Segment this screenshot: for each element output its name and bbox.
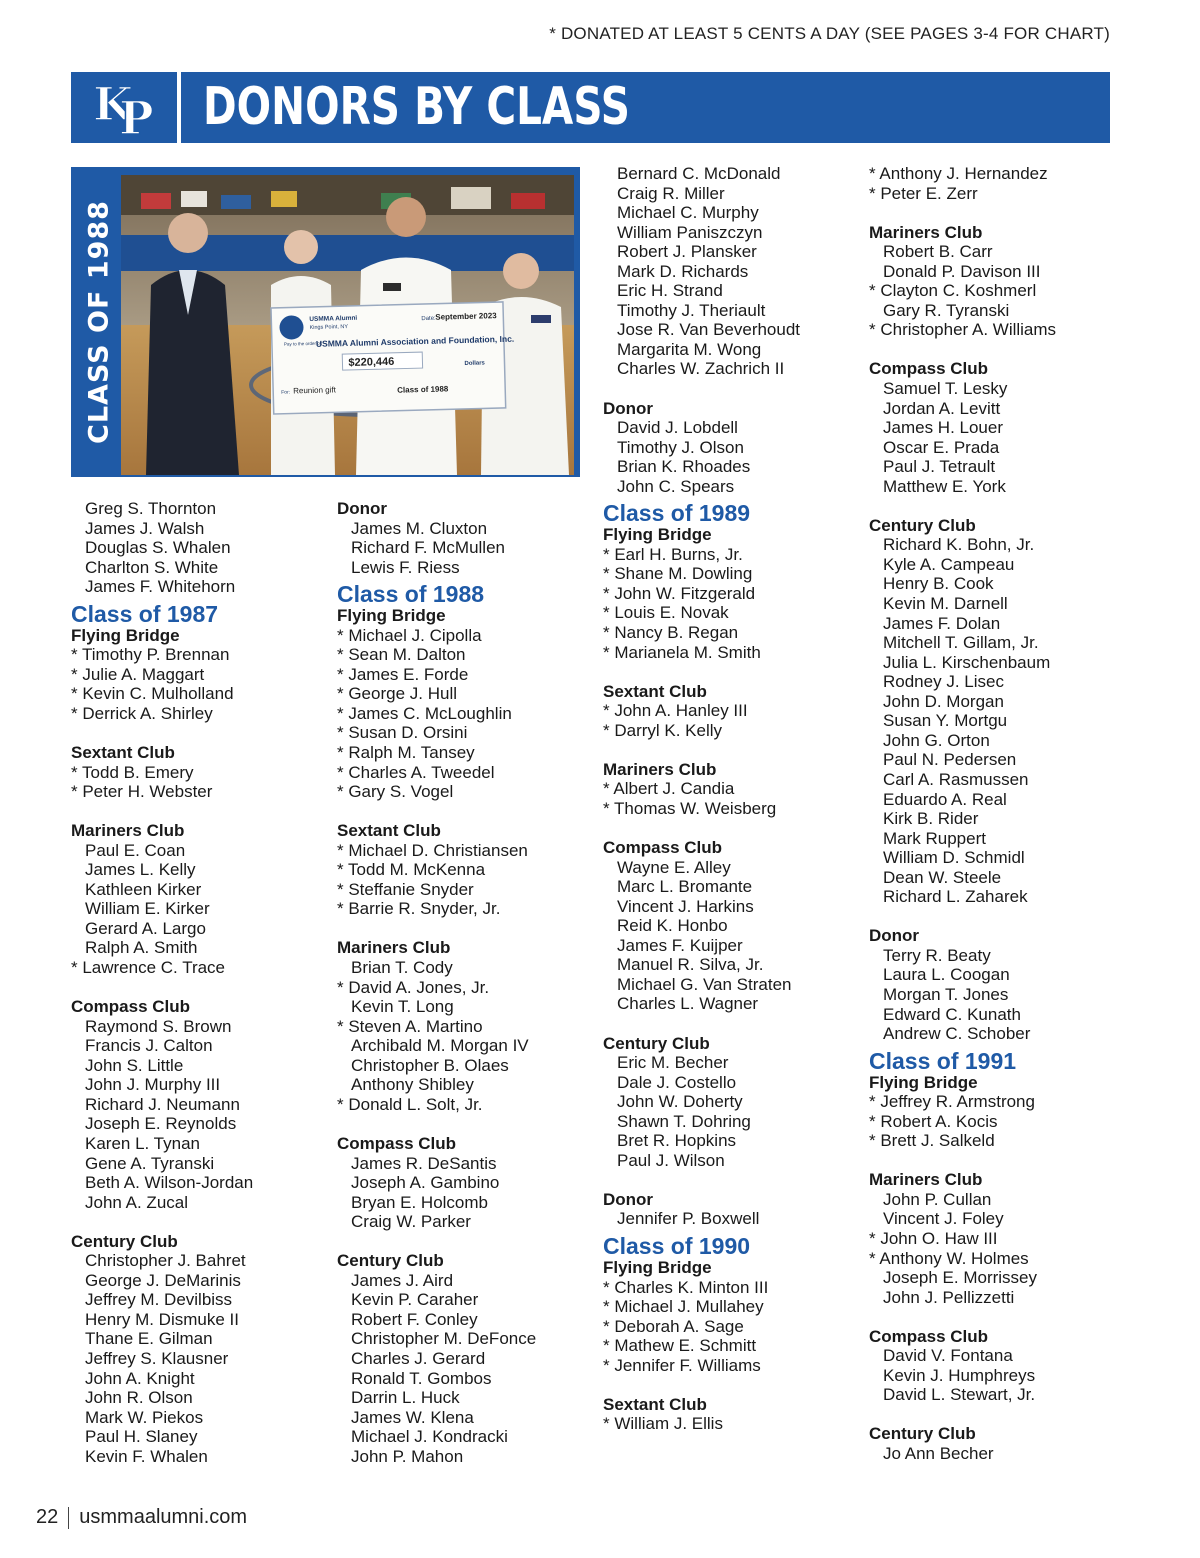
donor-name: Timothy J. Theriault [617, 300, 766, 320]
section-spacer [869, 1307, 1119, 1327]
section-spacer [603, 1170, 853, 1190]
donor-name: Thane E. Gilman [85, 1329, 213, 1349]
donor-name: Terry R. Beaty [883, 945, 991, 965]
donor-name: Christopher B. Olaes [351, 1055, 509, 1075]
donor-name-starred: * John A. Hanley III [603, 701, 748, 721]
donor-name: Douglas S. Whalen [85, 538, 231, 558]
giving-level-heading: Sextant Club [337, 821, 441, 841]
donor-name: Julia L. Kirschenbaum [883, 652, 1051, 672]
donor-name-starred: * Jennifer F. Williams [603, 1355, 761, 1375]
donor-name: Richard K. Bohn, Jr. [883, 535, 1035, 555]
donor-name: Brian K. Rhoades [617, 457, 751, 477]
donor-name: Joseph E. Reynolds [85, 1114, 237, 1134]
donor-name: Manuel R. Silva, Jr. [617, 955, 764, 975]
donor-name-starred: * James E. Forde [337, 664, 469, 684]
donor-column-2 [337, 499, 587, 1466]
donor-name: Margarita M. Wong [617, 339, 762, 359]
donor-name: Mark D. Richards [617, 261, 749, 281]
check-amount: $220,446 [348, 355, 395, 369]
donor-name: Rodney J. Lisec [883, 672, 1004, 692]
donor-name: Eric H. Strand [617, 281, 723, 301]
section-spacer [869, 203, 1119, 223]
check-for-label: For: [281, 389, 291, 396]
donor-name-starred: * Donald L. Solt, Jr. [337, 1094, 483, 1114]
donor-name: Ralph A. Smith [85, 938, 198, 958]
donor-name: John G. Orton [883, 730, 990, 750]
giving-level-heading: Compass Club [869, 1326, 989, 1346]
giving-level-heading: Flying Bridge [603, 1257, 712, 1277]
kp-logo-icon [91, 76, 161, 138]
donor-name: Charles W. Zachrich II [617, 359, 785, 379]
donor-name: George J. DeMarinis [85, 1270, 241, 1290]
donor-name-starred: * Clayton C. Koshmerl [869, 281, 1037, 301]
giving-level-heading: Donor [603, 1189, 654, 1209]
donor-name-starred: * Julie A. Maggart [71, 664, 205, 684]
donor-name: Jennifer P. Boxwell [617, 1209, 760, 1229]
giving-level-heading: Century Club [337, 1251, 444, 1271]
donor-name: Joseph A. Gambino [351, 1173, 500, 1193]
donor-name-starred: * Brett J. Salkeld [869, 1131, 995, 1151]
donor-name: Christopher J. Bahret [85, 1251, 246, 1271]
giving-level-heading: Mariners Club [71, 821, 185, 841]
donor-name: David J. Lobdell [617, 418, 738, 438]
donor-name: Mark W. Piekos [85, 1407, 204, 1427]
donor-name-starred: * William J. Ellis [603, 1414, 723, 1434]
donor-name-starred: * Darryl K. Kelly [603, 720, 723, 740]
section-spacer [71, 978, 321, 998]
section-spacer [869, 1151, 1119, 1171]
donor-name-starred: * Charles A. Tweedel [337, 762, 495, 782]
giving-level-heading: Flying Bridge [337, 606, 446, 626]
donor-name: Reid K. Honbo [617, 916, 728, 936]
donor-name: Morgan T. Jones [883, 984, 1009, 1004]
donor-name: Vincent J. Harkins [617, 896, 754, 916]
class-year-heading: Class of 1989 [603, 500, 751, 527]
donor-name: James H. Louer [883, 418, 1003, 438]
donor-name: James F. Kuijper [617, 935, 743, 955]
donor-name: Darrin L. Huck [351, 1388, 460, 1408]
check-signature: Class of 1988 [397, 384, 449, 395]
donor-name: Susan Y. Mortgu [883, 711, 1008, 731]
donor-name: Richard F. McMullen [351, 538, 505, 558]
donor-name: Craig W. Parker [351, 1212, 471, 1232]
donor-name: Paul H. Slaney [85, 1427, 198, 1447]
donor-name: Henry M. Dismuke II [85, 1309, 239, 1329]
donor-name: William Paniszczyn [617, 222, 763, 242]
donor-name: Ronald T. Gombos [351, 1368, 492, 1388]
donor-name: Robert J. Plansker [617, 242, 757, 262]
donor-column-4 [869, 164, 1119, 1464]
donor-name: Paul E. Coan [85, 840, 186, 860]
donor-name-starred: * Michael J. Mullahey [603, 1297, 764, 1317]
check-payee: USMMA Alumni Association and Foundation, Inc. [315, 333, 515, 349]
class-year-heading: Class of 1988 [337, 581, 485, 608]
donor-name-starred: * Gary S. Vogel [337, 782, 454, 802]
donor-name: Paul J. Tetrault [883, 457, 996, 477]
donor-name: Jose R. Van Beverhoudt [617, 320, 801, 340]
donor-name: Kathleen Kirker [85, 879, 202, 899]
donor-name-starred: * Albert J. Candia [603, 779, 735, 799]
donor-name: Greg S. Thornton [85, 499, 217, 518]
donor-name: Vincent J. Foley [883, 1209, 1004, 1229]
photo-side-label-text: CLASS OF 1988 [83, 200, 115, 444]
giving-level-heading: Flying Bridge [869, 1072, 978, 1092]
section-spacer [603, 1375, 853, 1395]
donor-name: Robert B. Carr [883, 242, 993, 262]
donor-name: Laura L. Coogan [883, 965, 1010, 985]
donor-name: William E. Kirker [85, 899, 210, 919]
donor-name-starred: * David A. Jones, Jr. [337, 977, 490, 997]
donor-name: James L. Kelly [85, 860, 196, 880]
donor-name-starred: * Peter E. Zerr [869, 183, 978, 203]
giving-level-heading: Mariners Club [869, 1170, 983, 1190]
donor-name-starred: * George J. Hull [337, 684, 457, 704]
donor-name: Dale J. Costello [617, 1072, 737, 1092]
donor-name: Kevin M. Darnell [883, 594, 1008, 614]
section-spacer [603, 740, 853, 760]
donor-name: Dean W. Steele [883, 867, 1002, 887]
giving-level-heading: Flying Bridge [603, 525, 712, 545]
donor-name: Kevin F. Whalen [85, 1446, 208, 1466]
check-date-label: Date: [421, 315, 436, 323]
section-spacer [869, 1405, 1119, 1425]
giving-level-heading: Sextant Club [603, 681, 707, 701]
donor-name: Gary R. Tyranski [883, 300, 1010, 320]
donor-name: John J. Murphy III [85, 1075, 221, 1095]
donor-name: Archibald M. Morgan IV [351, 1036, 529, 1056]
donor-name: Raymond S. Brown [85, 1016, 232, 1036]
donor-name-starred: * Michael D. Christiansen [337, 840, 528, 860]
donor-name: Bernard C. McDonald [617, 164, 781, 183]
donor-name-starred: * Todd M. McKenna [337, 860, 486, 880]
donor-name: Jo Ann Becher [883, 1444, 994, 1463]
donor-name: Kevin J. Humphreys [883, 1365, 1036, 1385]
donor-name-starred: * Christopher A. Williams [869, 320, 1057, 340]
donor-name-starred: * Kevin C. Mulholland [71, 684, 234, 704]
donor-name: James J. Walsh [85, 518, 205, 538]
donor-name-starred: * Louis E. Novak [603, 603, 729, 623]
donor-name: Michael C. Murphy [617, 203, 759, 223]
giving-level-heading: Compass Club [869, 359, 989, 379]
check-pay-label: Pay to the order of: [283, 340, 323, 347]
class-photo [71, 167, 580, 477]
donor-name: Paul N. Pedersen [883, 750, 1017, 770]
section-spacer [869, 907, 1119, 927]
donor-name-starred: * Todd B. Emery [71, 762, 194, 782]
section-spacer [71, 1212, 321, 1232]
donor-name: William D. Schmidl [883, 848, 1025, 868]
banner-divider [177, 72, 181, 143]
donor-name: John D. Morgan [883, 691, 1004, 711]
giving-level-heading: Compass Club [71, 997, 191, 1017]
giving-level-heading: Sextant Club [603, 1394, 707, 1414]
check-issuer: USMMA Alumni [309, 314, 358, 323]
donor-name-starred: * James C. McLoughlin [337, 703, 512, 723]
donor-name-starred: * Derrick A. Shirley [71, 703, 213, 723]
donor-name: Charles J. Gerard [351, 1348, 486, 1368]
donor-name: Jordan A. Levitt [883, 398, 1001, 418]
check-date: September 2023 [435, 311, 497, 322]
donor-name: Mitchell T. Gillam, Jr. [883, 633, 1039, 653]
check-issuer-location: Kings Point, NY [309, 323, 349, 331]
donor-name-starred: * Robert A. Kocis [869, 1111, 998, 1131]
donor-name-starred: * Charles K. Minton III [603, 1277, 769, 1297]
section-spacer [337, 1232, 587, 1252]
donor-name: Anthony Shibley [351, 1075, 474, 1095]
section-spacer [869, 340, 1119, 360]
donor-name: Michael G. Van Straten [617, 974, 792, 994]
donor-name: Christopher M. DeFonce [351, 1329, 537, 1349]
donor-name: James M. Cluxton [351, 518, 488, 538]
donor-name: Richard L. Zaharek [883, 887, 1028, 907]
donor-name: James F. Whitehorn [85, 577, 236, 597]
photo-side-label [77, 167, 121, 477]
donor-column-1 [71, 499, 321, 1466]
donor-name: Kevin T. Long [351, 997, 454, 1017]
donor-name: John W. Doherty [617, 1092, 743, 1112]
giving-level-heading: Compass Club [603, 838, 723, 858]
donor-name: Bret R. Hopkins [617, 1131, 737, 1151]
donor-name: Timothy J. Olson [617, 437, 744, 457]
giving-level-heading: Compass Club [337, 1133, 457, 1153]
donor-name: John P. Cullan [883, 1189, 992, 1209]
giving-level-heading: Donor [869, 926, 920, 946]
donor-column-3 [603, 164, 853, 1434]
footer-divider [68, 1507, 69, 1529]
donor-name: Joseph E. Morrissey [883, 1268, 1037, 1288]
donor-name: James J. Aird [351, 1270, 454, 1290]
donor-name: Gerard A. Largo [85, 918, 206, 938]
donor-name: Charlton S. White [85, 557, 219, 577]
giving-level-heading: Sextant Club [71, 743, 175, 763]
donor-name: Michael J. Kondracki [351, 1427, 508, 1447]
donor-name: Paul J. Wilson [617, 1150, 725, 1170]
donor-name: Wayne E. Alley [617, 857, 731, 877]
giving-level-heading: Century Club [869, 1424, 976, 1444]
website-link[interactable]: usmmaalumni.com [79, 1506, 248, 1528]
donor-name: Henry B. Cook [883, 574, 994, 594]
check-memo: Reunion gift [293, 385, 336, 396]
donor-name: Eduardo A. Real [883, 789, 1007, 809]
donor-name: Oscar E. Prada [883, 437, 1000, 457]
section-spacer [337, 802, 587, 822]
page-title: DONORS BY CLASS [203, 77, 630, 137]
class-year-heading: Class of 1991 [869, 1047, 1017, 1074]
section-spacer [603, 1014, 853, 1034]
donor-name: Kevin P. Caraher [351, 1290, 479, 1310]
check-currency: Dollars [464, 360, 485, 367]
donor-name-starred: * John W. Fitzgerald [603, 583, 756, 603]
donor-name: Carl A. Rasmussen [883, 769, 1029, 789]
donor-name-starred: * John O. Haw III [869, 1228, 998, 1248]
page-number: 22 [36, 1506, 59, 1528]
section-spacer [603, 379, 853, 399]
section-spacer [603, 819, 853, 839]
donor-name: Richard J. Neumann [85, 1094, 240, 1114]
donor-name-starred: * Thomas W. Weisberg [603, 798, 777, 818]
svg-text:P: P [119, 91, 154, 138]
donor-name-starred: * Barrie R. Snyder, Jr. [337, 899, 501, 919]
giving-level-heading: Donor [337, 499, 388, 518]
donor-name: Marc L. Bromante [617, 877, 753, 897]
donor-name-starred: * Shane M. Dowling [603, 564, 753, 584]
section-spacer [71, 723, 321, 743]
donor-name: John C. Spears [617, 476, 735, 496]
donor-name: John R. Olson [85, 1388, 193, 1408]
donor-name: Jeffrey S. Klausner [85, 1348, 229, 1368]
donor-name: David V. Fontana [883, 1346, 1013, 1366]
section-banner [71, 72, 1110, 143]
donor-name: Robert F. Conley [351, 1309, 478, 1329]
donor-name: Donald P. Davison III [883, 261, 1041, 281]
donor-name: James F. Dolan [883, 613, 1001, 633]
donor-name: Karen L. Tynan [85, 1133, 200, 1153]
donor-name-starred: * Peter H. Webster [71, 782, 213, 802]
donor-name: John A. Knight [85, 1368, 195, 1388]
giving-level-heading: Century Club [869, 515, 976, 535]
donor-name: Andrew C. Schober [883, 1024, 1031, 1044]
donor-name: Craig R. Miller [617, 183, 725, 203]
donor-name-starred: * Ralph M. Tansey [337, 743, 475, 763]
donor-name: Kyle A. Campeau [883, 554, 1015, 574]
donor-name: Lewis F. Riess [351, 557, 460, 577]
page-footer [36, 1506, 247, 1529]
section-spacer [337, 1114, 587, 1134]
donor-name: Matthew E. York [883, 476, 1006, 496]
donor-name-starred: * Lawrence C. Trace [71, 958, 226, 978]
donor-name: Beth A. Wilson-Jordan [85, 1173, 254, 1193]
donor-name-starred: * Nancy B. Regan [603, 623, 739, 643]
donor-name: Jeffrey M. Devilbiss [85, 1290, 233, 1310]
section-spacer [869, 496, 1119, 516]
section-spacer [603, 662, 853, 682]
donor-name-starred: * Deborah A. Sage [603, 1316, 744, 1336]
donor-name-starred: * Mathew E. Schmitt [603, 1336, 757, 1356]
donor-name: Shawn T. Dohring [617, 1111, 751, 1131]
donor-name-starred: * Steven A. Martino [337, 1016, 483, 1036]
donor-name: Bryan E. Holcomb [351, 1192, 488, 1212]
donor-name-starred: * Michael J. Cipolla [337, 625, 482, 645]
donor-name-starred: * Jeffrey R. Armstrong [869, 1092, 1035, 1112]
donor-name: Gene A. Tyranski [85, 1153, 215, 1173]
giving-level-heading: Flying Bridge [71, 625, 180, 645]
ceremony-photo-image [121, 175, 574, 475]
donor-name: Kirk B. Rider [883, 809, 979, 829]
donation-footnote: * DONATED AT LEAST 5 CENTS A DAY (SEE PAGES 3-4 FOR CHART) [549, 24, 1110, 43]
donor-name: James W. Klena [351, 1407, 474, 1427]
donor-name-starred: * Timothy P. Brennan [71, 645, 230, 665]
donor-name-starred: * Earl H. Burns, Jr. [603, 544, 743, 564]
donor-name: Mark Ruppert [883, 828, 986, 848]
giving-level-heading: Mariners Club [869, 222, 983, 242]
donor-name: John A. Zucal [85, 1192, 189, 1212]
class-year-heading: Class of 1987 [71, 600, 219, 627]
giving-level-heading: Mariners Club [337, 938, 451, 958]
donor-name: Edward C. Kunath [883, 1004, 1021, 1024]
giving-level-heading: Mariners Club [603, 759, 717, 779]
donor-name: Brian T. Cody [351, 958, 453, 978]
donor-name-starred: * Susan D. Orsini [337, 723, 468, 743]
donor-name: John J. Pellizzetti [883, 1287, 1015, 1307]
donor-name-starred: * Marianela M. Smith [603, 642, 761, 662]
giving-level-heading: Donor [603, 398, 654, 418]
donor-name-starred: * Anthony W. Holmes [869, 1248, 1029, 1268]
donor-name: Francis J. Calton [85, 1036, 213, 1056]
donor-name: John P. Mahon [351, 1446, 464, 1466]
donor-name: James R. DeSantis [351, 1153, 497, 1173]
donor-name: Eric M. Becher [617, 1053, 729, 1073]
giving-level-heading: Century Club [603, 1033, 710, 1053]
donor-name: Charles L. Wagner [617, 994, 759, 1014]
donor-name-starred: * Anthony J. Hernandez [869, 164, 1048, 183]
donor-name: John S. Little [85, 1055, 184, 1075]
giving-level-heading: Century Club [71, 1231, 178, 1251]
donor-name-starred: * Sean M. Dalton [337, 645, 466, 665]
donor-name: Samuel T. Lesky [883, 379, 1008, 399]
section-spacer [337, 919, 587, 939]
donor-name-starred: * Steffanie Snyder [337, 879, 474, 899]
svg-text:K: K [93, 77, 133, 131]
section-spacer [71, 802, 321, 822]
donor-name: David L. Stewart, Jr. [883, 1385, 1036, 1405]
class-year-heading: Class of 1990 [603, 1232, 751, 1259]
